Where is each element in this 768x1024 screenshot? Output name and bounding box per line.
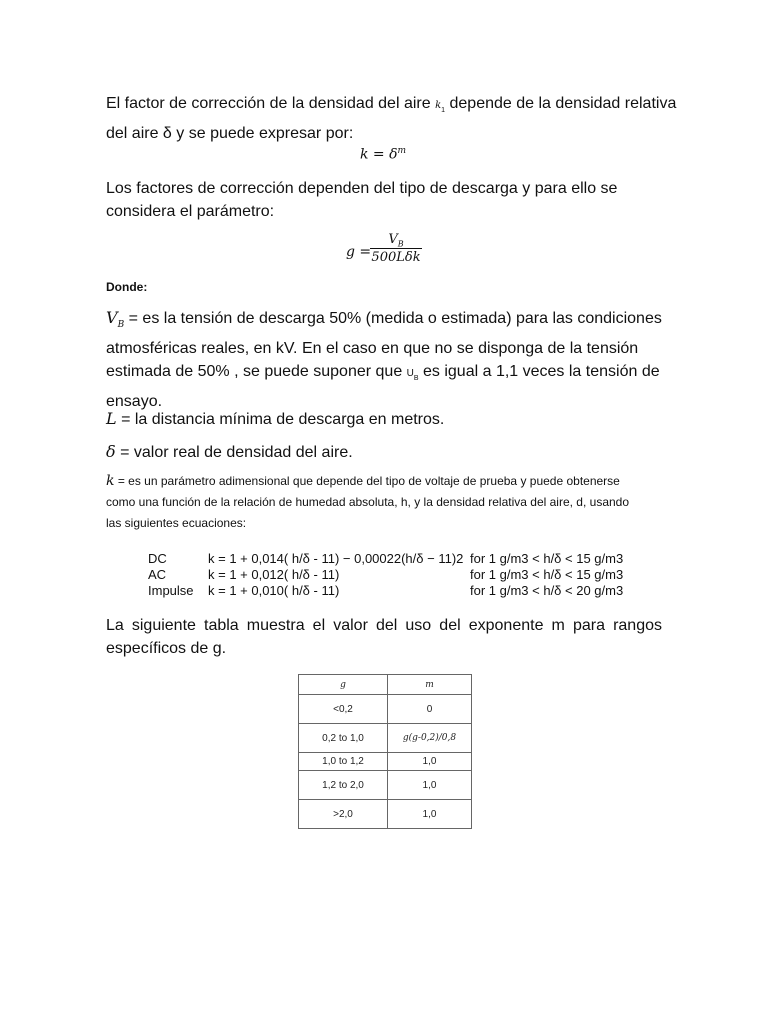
- equation-row: AC k = 1 + 0,012( h/δ - 11) for 1 g/m3 < h/δ < 15 g/m3: [148, 567, 624, 582]
- table-header-g: g: [299, 675, 388, 695]
- equation-row: DC k = 1 + 0,014( h/δ - 11) − 0,00022(h/δ − 11)2 for 1 g/m3 < h/δ < 15 g/m3: [148, 551, 624, 566]
- table-intro: La siguiente tabla muestra el valor del uso del exponente m para rangos específicos de g.: [106, 617, 662, 657]
- table-header-row: [299, 675, 472, 695]
- equation-g-fraction: [370, 232, 422, 265]
- intro-line-1: El factor de corrección de la densidad del aire $k_1$ depende de la densidad relativa: [106, 95, 677, 115]
- table-row: >2,0 1,0: [299, 800, 472, 829]
- paragraph-correction-factors: Los factores de corrección dependen del tipo de descarga y para ello se considera el parámetro:: [106, 180, 618, 220]
- table-row: 1,2 to 2,0 1,0: [299, 771, 472, 800]
- table-row: <0,2 0: [299, 695, 472, 724]
- table-row: 1,0 to 1,2 1,0: [299, 753, 472, 771]
- fraction-numerator: $V_B$: [388, 232, 404, 249]
- intro-paragraph: [106, 92, 677, 145]
- donde-label: Donde:: [106, 280, 148, 294]
- table-header-m: m: [388, 675, 472, 695]
- exponent-table: [298, 674, 472, 829]
- definition-vb: $V_B$ = es la tensión de descarga 50% (medida o estimada) para las condiciones atmosféricas reales, en kV. En el caso en que no se disponga de la tensión estimada de 50% , se puede suponer que $U_B$ es igual a 1,1 veces la tensión de ensayo.: [106, 308, 662, 411]
- equation-k-delta: $k = \delta^m$: [360, 146, 407, 163]
- equation-row: Impulse k = 1 + 0,010( h/δ - 11) for 1 g/m3 < h/δ < 20 g/m3: [148, 583, 624, 598]
- intro-line-2: del aire δ y se puede expresar por:: [106, 125, 354, 143]
- definition-delta: δ = valor real de densidad del aire.: [106, 442, 353, 461]
- table-row: 0,2 to 1,0 g(g-0,2)/0,8: [299, 724, 472, 753]
- equation-g-lhs: g =: [346, 244, 372, 260]
- definition-k: k = es un parámetro adimensional que depende del tipo de voltaje de prueba y puede obtenerse como una función de la relación de humedad absoluta, h, y la densidad relativa del aire, d, usando las siguientes ecuaciones:: [106, 473, 630, 530]
- fraction-bar: [370, 248, 422, 249]
- fraction-denominator: 500Lδk: [371, 250, 421, 265]
- definition-l: L = la distancia mínima de descarga en metros.: [106, 409, 445, 428]
